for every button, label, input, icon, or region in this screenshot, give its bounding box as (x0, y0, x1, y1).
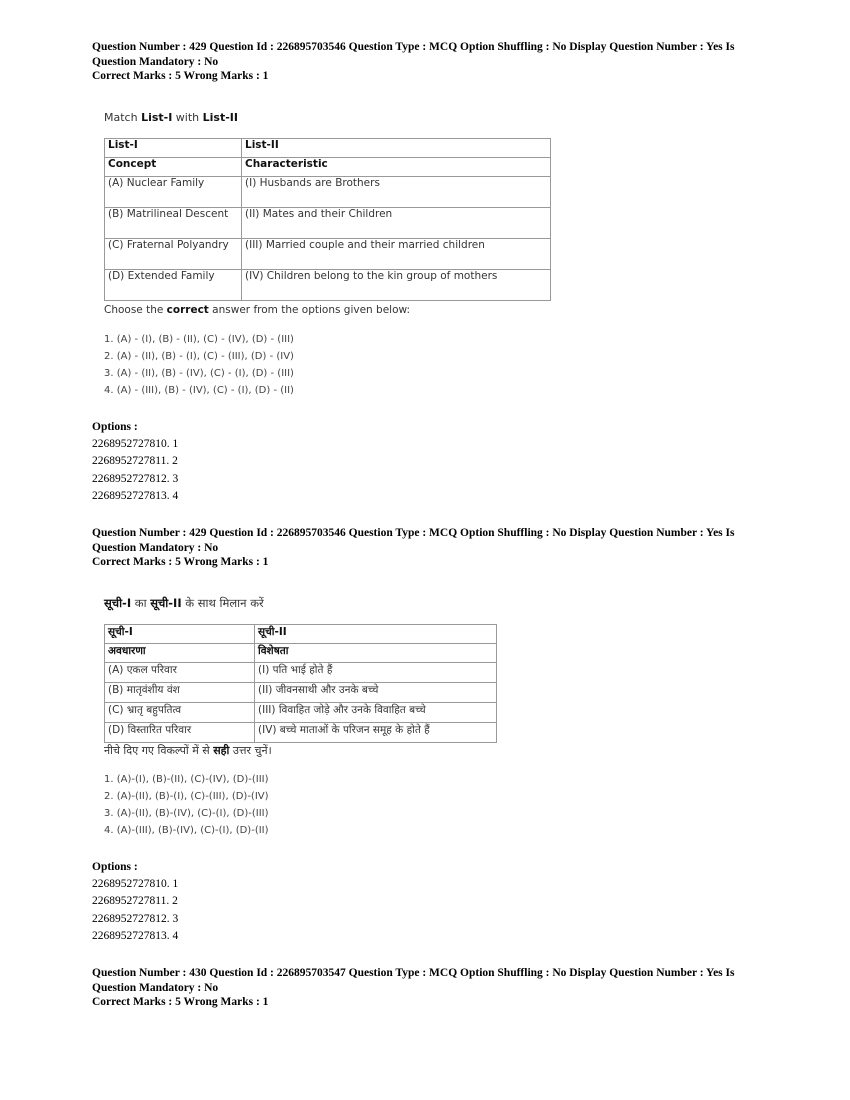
table-cell: (B) Matrilineal Descent (105, 208, 242, 239)
table-cell: (IV) Children belong to the kin group of mothers (242, 270, 551, 301)
header-line: Correct Marks : 5 Wrong Marks : 1 (92, 996, 269, 1008)
option-item: 2268952727810. 1 (92, 878, 179, 890)
table-cell: (B) मातृवंशीय वंश (105, 683, 255, 703)
choice-item: 3. (A) - (II), (B) - (IV), (C) - (I), (D) - (III) (104, 368, 294, 379)
header-line: Question Mandatory : No (92, 541, 219, 554)
question-header-429-en (92, 40, 762, 84)
table-cell: (II) जीवनसाथी और उनके बच्चे (255, 683, 497, 703)
question-header-429-hi (92, 526, 762, 570)
table-cell: (A) Nuclear Family (105, 177, 242, 208)
table-cell: (III) विवाहित जोड़े और उनके विवाहित बच्चे (255, 703, 497, 723)
header-line: Correct Marks : 5 Wrong Marks : 1 (92, 70, 269, 82)
options-label: Options : (92, 421, 138, 433)
table-cell: (II) Mates and their Children (242, 208, 551, 239)
header-line: Question Number : 430 Question Id : 226895703547 Question Type : MCQ Option Shuffling : No Display Question Number : Yes Is (92, 967, 735, 979)
table-cell: (C) भ्रातृ बहुपतित्व (105, 703, 255, 723)
table-cell: (D) Extended Family (105, 270, 242, 301)
choice-item: 1. (A)-(I), (B)-(II), (C)-(IV), (D)-(III) (104, 774, 269, 785)
choice-item: 2. (A) - (II), (B) - (I), (C) - (III), (D) - (IV) (104, 351, 294, 362)
choice-item: 3. (A)-(II), (B)-(IV), (C)-(I), (D)-(III) (104, 808, 269, 819)
question-intro-hi: सूची-I का सूची-II के साथ मिलान करें (104, 596, 264, 610)
choose-instruction-hi: नीचे दिए गए विकल्पों में से सही उत्तर चुनें। (104, 744, 272, 757)
table-header-cell: List-I (105, 139, 242, 158)
table-header-cell: List-II (242, 139, 551, 158)
option-item: 2268952727813. 4 (92, 929, 179, 942)
choices-list-hi (104, 771, 269, 839)
choice-item: 1. (A) - (I), (B) - (II), (C) - (IV), (D) - (III) (104, 334, 294, 345)
table-cell: (IV) बच्चे माताओं के परिजन समूह के होते हैं (255, 723, 497, 743)
choices-list-en (104, 331, 294, 399)
header-line: Question Number : 429 Question Id : 226895703546 Question Type : MCQ Option Shuffling : No Display Question Number : Yes Is (92, 527, 735, 539)
question-header-430 (92, 966, 762, 1010)
table-cell: (III) Married couple and their married children (242, 239, 551, 270)
option-item: 2268952727810. 1 (92, 438, 179, 450)
option-item: 2268952727811. 2 (92, 895, 178, 908)
options-list-en (92, 436, 178, 505)
table-cell: (I) पति भाई होते हैं (255, 663, 497, 683)
table-cell: (D) विस्तारित परिवार (105, 723, 255, 743)
table-header-cell: सूची-II (255, 625, 497, 644)
options-label: Options : (92, 861, 138, 873)
match-table-hi (104, 624, 497, 743)
table-cell: (C) Fraternal Polyandry (105, 239, 242, 270)
table-subheader-cell: Characteristic (242, 158, 551, 177)
table-subheader-cell: Concept (105, 158, 242, 177)
table-cell: (I) Husbands are Brothers (242, 177, 551, 208)
question-intro-en: Match List-I with List-II (104, 111, 238, 124)
choice-item: 4. (A) - (III), (B) - (IV), (C) - (I), (D) - (II) (104, 385, 294, 396)
option-item: 2268952727812. 3 (92, 912, 179, 925)
option-item: 2268952727811. 2 (92, 455, 178, 468)
option-item: 2268952727812. 3 (92, 472, 179, 485)
header-line: Question Mandatory : No (92, 55, 219, 68)
header-line: Question Number : 429 Question Id : 226895703546 Question Type : MCQ Option Shuffling : No Display Question Number : Yes Is (92, 41, 735, 53)
header-line: Question Mandatory : No (92, 981, 219, 994)
table-subheader-cell: अवधारणा (105, 644, 255, 663)
table-header-cell: सूची-I (105, 625, 255, 644)
choose-instruction-en: Choose the correct answer from the options given below: (104, 304, 411, 316)
choice-item: 4. (A)-(III), (B)-(IV), (C)-(I), (D)-(II) (104, 825, 269, 836)
table-subheader-cell: विशेषता (255, 644, 497, 663)
options-list-hi (92, 876, 178, 945)
header-line: Correct Marks : 5 Wrong Marks : 1 (92, 556, 269, 568)
option-item: 2268952727813. 4 (92, 489, 179, 502)
table-cell: (A) एकल परिवार (105, 663, 255, 683)
match-table-en (104, 138, 551, 301)
choice-item: 2. (A)-(II), (B)-(I), (C)-(III), (D)-(IV) (104, 791, 269, 802)
